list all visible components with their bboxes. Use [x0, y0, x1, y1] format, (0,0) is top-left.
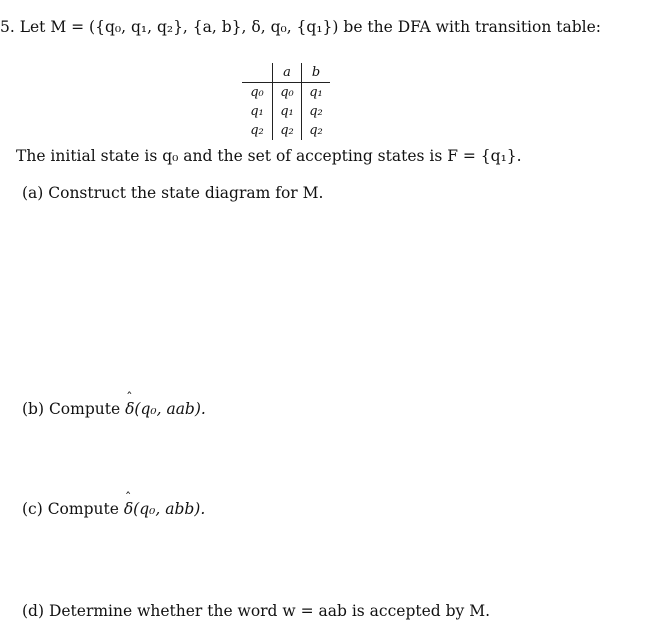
part-d: (d) Determine whether the word w = aab is accepted by M. — [22, 602, 491, 620]
table-cell: q₂ — [250, 123, 264, 138]
table-cell: q₀ — [273, 83, 302, 103]
table-cell: q₁ — [302, 83, 331, 103]
table-cell: q₂ — [302, 121, 331, 140]
table-header-cell: a — [273, 63, 302, 83]
transition-table — [242, 63, 330, 140]
part-a: (a) Construct the state diagram for M. — [22, 184, 324, 202]
table-header-cell: b — [302, 63, 331, 83]
table-cell: q₀ — [250, 85, 264, 100]
table-row — [242, 102, 330, 121]
problem-statement: 5. Let M = ({q₀, q₁, q₂}, {a, b}, δ, q₀, {q₁}) be the DFA with transition table: — [0, 18, 601, 36]
part-c-expression: ˆ δ(q₀, abb). — [124, 500, 205, 518]
table-cell: q₂ — [302, 102, 331, 121]
table-cell: q₁ — [273, 102, 302, 121]
table-row — [242, 121, 330, 140]
part-b — [22, 400, 206, 418]
part-c-prefix: (c) Compute — [22, 500, 124, 518]
table-header-cell — [242, 63, 273, 83]
initial-state-text: The initial state is q₀ and the set of accepting states is F = {q₁}. — [16, 147, 522, 165]
part-c — [22, 500, 205, 518]
part-b-prefix: (b) Compute — [22, 400, 126, 418]
table-header-row — [242, 63, 330, 83]
table-row — [242, 83, 330, 103]
table-cell: q₁ — [250, 104, 264, 119]
part-b-expression: ˆ δ(q₀, aab). — [125, 400, 206, 418]
table-cell: q₂ — [273, 121, 302, 140]
